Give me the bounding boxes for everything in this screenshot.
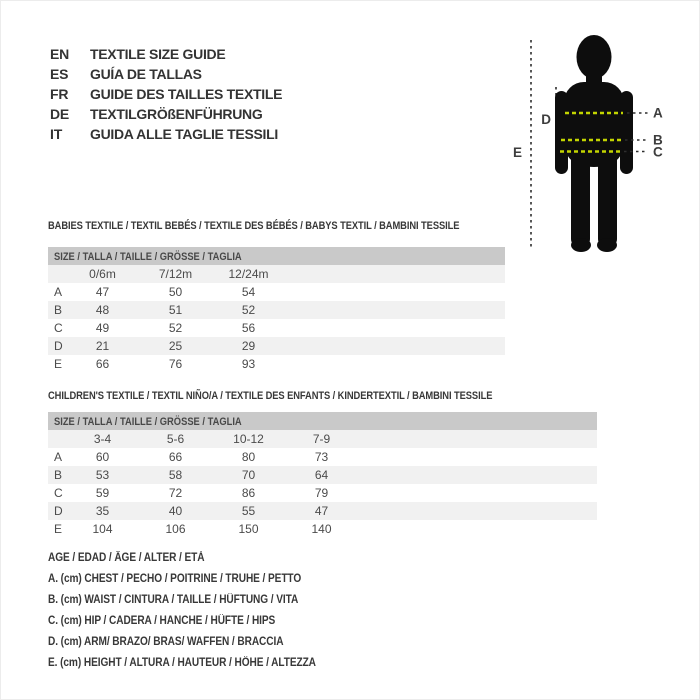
cell: 150 [238, 522, 259, 536]
cell: 60 [95, 450, 110, 464]
language-code: EN [50, 46, 70, 62]
silhouette-right-foot [597, 238, 617, 252]
table-row [48, 520, 597, 538]
table-row [48, 283, 505, 301]
legend-line-chest: A. (cm) CHEST / PECHO / POITRINE / TRUHE / PETTO [48, 573, 302, 585]
table-row [48, 484, 597, 502]
table-row [48, 355, 505, 373]
legend-line-hip: C. (cm) HIP / CADERA / HANCHE / HÜFTE / HIPS [48, 615, 276, 627]
cell: 53 [95, 468, 110, 482]
row-label: A [54, 285, 63, 299]
table-row [48, 337, 505, 355]
legend-line-age: AGE / EDAD / ÂGE / ALTER / ETÀ [48, 552, 205, 564]
row-label: A [54, 450, 63, 464]
hip-label: C [653, 144, 663, 160]
size-header-label: SIZE / TALLA / TAILLE / GRÖSSE / TAGLIA [54, 251, 242, 263]
babies-size-table [48, 247, 505, 373]
language-code: ES [50, 66, 69, 82]
cell: 52 [168, 321, 183, 335]
cell: 51 [168, 303, 183, 317]
chest-label: A [653, 105, 663, 121]
cell: 52 [241, 303, 256, 317]
cell: 86 [241, 486, 256, 500]
silhouette-neck [586, 70, 602, 84]
row-label: C [54, 486, 63, 500]
cell: 29 [241, 339, 256, 353]
cell: 59 [95, 486, 110, 500]
children-table-title: CHILDREN'S TEXTILE / TEXTIL NIÑO/A / TEXTILE DES ENFANTS / KINDERTEXTIL / BAMBINI TESSILE [48, 390, 493, 402]
cell: 64 [314, 468, 329, 482]
size-column-header: 10-12 [233, 432, 264, 446]
table-row [48, 448, 597, 466]
cell: 70 [241, 468, 256, 482]
size-column-header-row [48, 265, 505, 283]
legend-line-height: E. (cm) HEIGHT / ALTURA / HAUTEUR / HÖHE / ALTEZZA [48, 657, 316, 669]
measurement-legend [48, 548, 352, 674]
row-label: C [54, 321, 63, 335]
legend-line-waist: B. (cm) WAIST / CINTURA / TAILLE / HÜFTUNG / VITA [48, 594, 299, 606]
silhouette-right-leg [598, 148, 617, 247]
size-column-header: 12/24m [228, 267, 269, 281]
silhouette-left-leg [571, 148, 590, 247]
language-row-es [50, 64, 282, 84]
language-code: FR [50, 86, 69, 102]
row-label [48, 430, 66, 448]
language-row-it [50, 124, 282, 144]
row-label: B [54, 303, 63, 317]
language-title: GUIDA ALLE TAGLIE TESSILI [90, 126, 278, 142]
size-column-header: 7-9 [312, 432, 331, 446]
cell: 58 [168, 468, 183, 482]
size-column-header: 3-4 [93, 432, 112, 446]
child-silhouette [555, 35, 633, 252]
cell: 49 [95, 321, 110, 335]
row-label: D [54, 504, 63, 518]
cell: 47 [95, 285, 110, 299]
silhouette-right-arm [620, 91, 633, 174]
cell: 80 [241, 450, 256, 464]
size-column-header-row [48, 430, 597, 448]
language-title: TEXTILGRÖßENFÜHRUNG [90, 106, 263, 122]
table-row [48, 466, 597, 484]
legend-line-arm: D. (cm) ARM/ BRAZO/ BRAS/ WAFFEN / BRACCIA [48, 636, 284, 648]
cell: 56 [241, 321, 256, 335]
language-title-list [50, 44, 282, 144]
waist-label: B [653, 132, 663, 148]
language-title: TEXTILE SIZE GUIDE [90, 46, 226, 62]
cell: 73 [314, 450, 329, 464]
babies-table-header [48, 247, 505, 265]
table-row [48, 319, 505, 337]
cell: 50 [168, 285, 183, 299]
height-label: E [512, 145, 522, 160]
cell: 21 [95, 339, 110, 353]
size-header-label: SIZE / TALLA / TAILLE / GRÖSSE / TAGLIA [54, 416, 242, 428]
babies-table-title: BABIES TEXTILE / TEXTIL BEBÉS / TEXTILE DES BÉBÉS / BABYS TEXTIL / BAMBINI TESSILE [48, 220, 460, 232]
children-size-table [48, 412, 597, 538]
cell: 76 [168, 357, 183, 371]
language-code: IT [50, 126, 63, 142]
cell: 25 [168, 339, 183, 353]
cell: 48 [95, 303, 110, 317]
language-title: GUÍA DE TALLAS [90, 66, 202, 82]
language-row-en [50, 44, 282, 64]
row-label [48, 265, 66, 283]
cell: 40 [168, 504, 183, 518]
row-label: B [54, 468, 63, 482]
child-measurement-diagram [490, 20, 700, 265]
cell: 35 [95, 504, 110, 518]
table-row [48, 502, 597, 520]
cell: 66 [95, 357, 110, 371]
language-code: DE [50, 106, 70, 122]
table-row [48, 301, 505, 319]
row-label: D [54, 339, 63, 353]
size-column-header: 0/6m [89, 267, 116, 281]
language-row-de [50, 104, 282, 124]
cell: 140 [311, 522, 332, 536]
cell: 72 [168, 486, 183, 500]
silhouette-left-arm [555, 91, 568, 174]
cell: 93 [241, 357, 256, 371]
language-row-fr [50, 84, 282, 104]
size-column-header: 7/12m [158, 267, 193, 281]
size-column-header: 5-6 [166, 432, 185, 446]
cell: 79 [314, 486, 329, 500]
silhouette-left-foot [571, 238, 591, 252]
cell: 54 [241, 285, 256, 299]
cell: 66 [168, 450, 183, 464]
language-title: GUIDE DES TAILLES TEXTILE [90, 86, 283, 102]
row-label: E [54, 357, 63, 371]
cell: 106 [165, 522, 186, 536]
arm-label: D [541, 112, 551, 127]
cell: 47 [314, 504, 329, 518]
row-label: E [54, 522, 63, 536]
cell: 104 [92, 522, 113, 536]
children-table-header [48, 412, 597, 430]
cell: 55 [241, 504, 256, 518]
